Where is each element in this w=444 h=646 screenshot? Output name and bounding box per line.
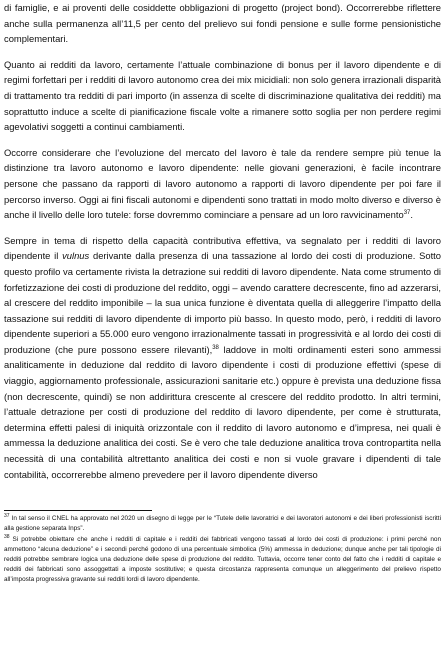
vulnus-term: vulnus: [62, 250, 90, 262]
paragraph-4-text-c: laddove in molti ordinamenti esteri sono ammessi analiticamente in deduzione dal reddito di lavoro dipendente i costi di produzione effettivi (spese di viaggio, aggiornamento professionale, assicurazioni sanitarie etc.) oppure è prevista una deduzione fissa (non decrescente, quindi) se non addirittura crescente al crescere del reddito prodotto. In altri termini, l’attuale detrazione per costi di produzione del reddito di lavoro dipendente, per come è strutturata, determina effetti palesi di iniquità orizzontale con il reddito di lavoro autonomo e d’impresa, nei quali è ammessa la deduzione analitica dei costi. Se è vero che tale deduzione analitica trova contropartita nella necessità di una contabilità altrettanto analitica dei costi e non si vuole gravare i dipendenti di tale contabilità, occorrerebbe almeno prevedere per il lavoro dipendente diverso: [4, 343, 441, 480]
paragraph-3-end: .: [410, 209, 413, 221]
paragraph-1: [4, 0, 441, 47]
footnote-38-number: 38: [4, 533, 10, 540]
footnotes-section: [4, 510, 441, 585]
paragraph-4-text-b: derivante dalla presenza di una tassazione al lordo dei costi di produzione. Sotto questo profilo va certamente rivista la detrazione sui redditi di lavoro dipendente. Nata come strumento di forfetizzazione dei costi di produzione del reddito, oggi – avendo carattere decrescente, fino ad azzerarsi, al crescere del reddito imponibile – la sua unica funzione è diventata quella di alleggerire l’impatto della tassazione sui redditi di lavoro dipendente di importo più basso. In questo modo, però, i redditi di lavoro dipendente superiori a 55.000 euro vengono irrazionalmente tassati in progressività e al lordo dei costi di produzione (che pure possono essere rilevanti),: [4, 250, 442, 355]
paragraph-4: [4, 233, 441, 483]
footnote-37-text: In tal senso il CNEL ha approvato nel 2020 un disegno di legge per le “Tutele delle lavoratrici e dei lavoratori autonomi e dei liberi professionisti iscritti alla gestione separata Inps”.: [4, 515, 441, 532]
paragraph-3-text: Occorre considerare che l’evoluzione del mercato del lavoro è tale da rendere sempre più tenue la distinzione tra lavoro autonomo e lavoro dipendente: nelle giovani generazioni, è facile incontrare persone che passano da rapporti di lavoro autonomo a rapporti di lavoro dipendente per poi fare il percorso inverso. Oggi ai fini fiscali autonomi e dipendenti sono trattati in modo molto diverso e diverso è anche il livello delle loro tutele: forse dovremmo cominciare a pensare ad un loro ravvicinamento: [4, 146, 441, 221]
footnote-ref-37[interactable]: 37: [403, 210, 411, 216]
footnote-separator: [4, 510, 152, 511]
paragraph-3: [4, 145, 441, 223]
footnote-ref-38[interactable]: 38: [212, 344, 219, 351]
footnote-37-number: 37: [4, 512, 10, 519]
footnote-38-text: Si potrebbe obiettare che anche i redditi di capitale e i redditi dei fabbricati vengono tassati al lordo dei costi di produzione: i primi perché non ammettono “alcuna deduzione” e i secondi perché godono di una percentuale simbolica (5%) ammessa in deduzione; dunque anche per tali tipologie di redditi potrebbe sembrare logica una deduzione delle spese di produzione del reddito. Tuttavia, occorre tener conto del fatto che i redditi di capitale e redditi dei fabbricati sono assoggettati a imposte sostitutive; e questa circostanza rappresenta comunque un alleggerimento del prelievo rispetto all’imposta progressiva gravante sui redditi lordi di lavoro dipendente.: [4, 536, 441, 583]
paragraph-1-text: di famiglie, e ai proventi delle cosiddette obbligazioni di progetto (project bond). Occorrerebbe riflettere anche sulla permanenza all’11,5 per cento del prelievo sui fondi pensione e sulle forme pensionistiche complementari.: [4, 2, 441, 45]
footnote-38: [4, 535, 441, 585]
paragraph-2: [4, 57, 441, 135]
paragraph-4-text-a: Sempre in tema di rispetto della capacità contributiva effettiva, va segnalato per i redditi di lavoro dipendente il: [4, 234, 441, 262]
footnote-37: [4, 514, 441, 534]
paragraph-2-text: Quanto ai redditi da lavoro, certamente l’attuale combinazione di bonus per il lavoro dipendente e di regimi forfettari per i redditi di lavoro autonomo crea dei mix micidiali: non solo genera irrazionali disparità di trattamento tra redditi di pari importo (in assenza di scelte di discriminazione qualitativa dei redditi) ma soprattutto induce a scelte di pianificazione fiscale volte a rimanere sotto soglia per non perdere regimi agevolativi soggetti a continui cambiamenti.: [4, 58, 441, 133]
document-page: [4, 0, 441, 646]
